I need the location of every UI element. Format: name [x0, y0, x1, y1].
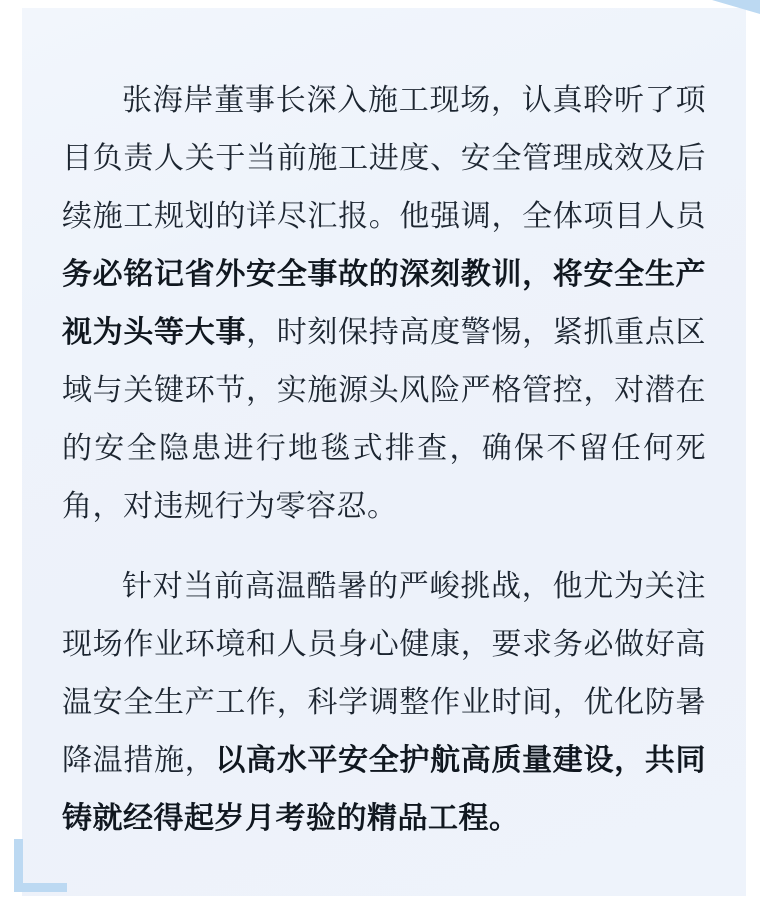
text-run: ，时刻保持高度警惕，紧抓重点区域与关键环节，实施源头风险严格管控，对潜在的安全隐患进行地毯式排查，确保不留任何死角，对违规行为零容忍。	[62, 316, 707, 523]
text-run: 针对当前高温酷暑的严峻挑战，他尤为关注现场作业环境和人员身心健康，要求务必做好高温安全生产工作，科学调整作业时间，优化防暑降温措施，	[62, 570, 706, 777]
card-edge-bottom	[0, 896, 760, 904]
card-edge-left	[0, 0, 22, 904]
card-edge-right	[746, 0, 760, 904]
card-edge-top	[0, 0, 760, 8]
emphasis-run: 务必铭记省外安全事故的深刻教训，将安全生产视为头等大事	[62, 258, 706, 349]
paragraph-2	[62, 558, 706, 848]
text-run: 张海岸董事长深入施工现场，认真聆听了项目负责人关于当前施工进度、安全管理成效及后续施工规划的详尽汇报。他强调，全体项目人员	[62, 84, 706, 233]
paragraph-1	[62, 72, 706, 536]
emphasis-run: 以高水平安全护航高质量建设，共同铸就经得起岁月考验的精品工程。	[62, 744, 706, 835]
article-body	[22, 8, 746, 896]
